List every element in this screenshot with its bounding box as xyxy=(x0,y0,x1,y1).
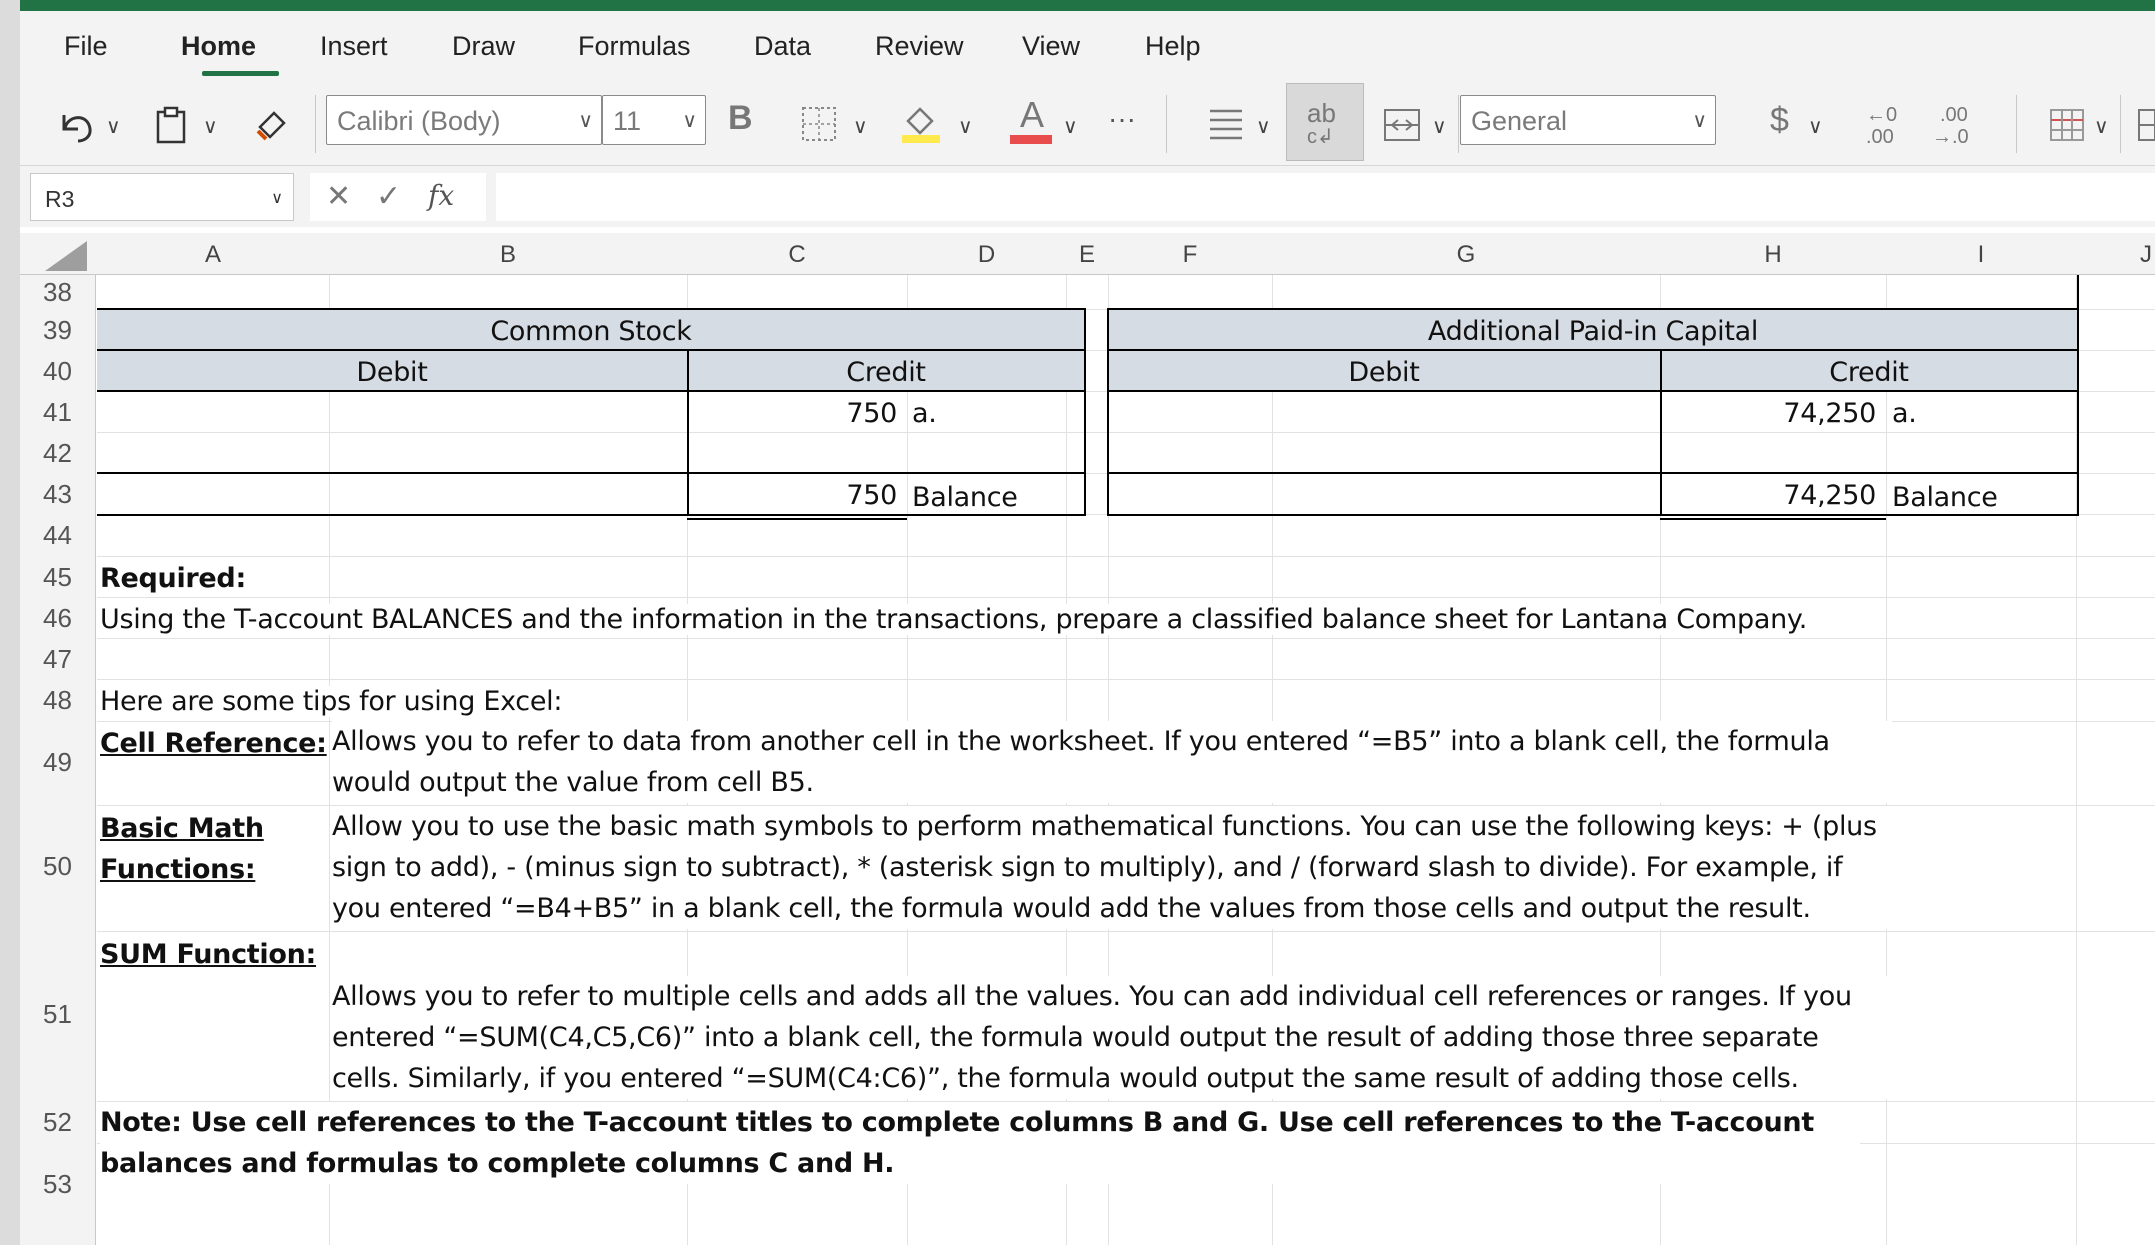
tab-view[interactable]: View xyxy=(1022,31,1081,61)
double-underline xyxy=(1660,518,1886,520)
row-header[interactable]: 47 xyxy=(43,644,72,674)
column-header-h[interactable]: H xyxy=(1764,241,1782,268)
select-all-icon[interactable] xyxy=(45,241,87,271)
tab-insert[interactable]: Insert xyxy=(320,31,388,61)
row-header[interactable]: 49 xyxy=(43,747,72,777)
column-header-b[interactable]: B xyxy=(499,241,516,268)
row-header[interactable]: 44 xyxy=(43,520,72,550)
common-stock-entry-amount[interactable]: 750 xyxy=(846,398,897,429)
common-stock-balance-label[interactable]: Balance xyxy=(912,482,1018,513)
common-stock-balance-amount[interactable]: 750 xyxy=(846,480,897,511)
tip-term-sum-function[interactable]: SUM Function: xyxy=(100,939,317,970)
gridline xyxy=(97,638,2155,639)
row-header[interactable]: 40 xyxy=(43,356,72,386)
number-format-value: General xyxy=(1471,106,1568,136)
ribbon-separator xyxy=(1458,95,1459,153)
tab-draw[interactable]: Draw xyxy=(452,31,516,61)
gridline xyxy=(329,275,330,1245)
row-header[interactable]: 46 xyxy=(43,603,72,633)
apic-entry-label[interactable]: a. xyxy=(1892,398,1917,429)
column-header-d[interactable]: D xyxy=(977,241,996,268)
border-line xyxy=(1107,514,2079,516)
decrease-decimal-bottom[interactable]: →.0 xyxy=(1932,126,1969,148)
required-heading[interactable]: Required: xyxy=(100,563,252,594)
title-accent-bar xyxy=(20,0,2155,11)
apic-balance-amount[interactable]: 74,250 xyxy=(1783,480,1876,511)
instruction-text[interactable]: Using the T-account BALANCES and the information in the transactions, prepare a classified balance sheet for Lantana Company. xyxy=(100,604,1813,635)
font-color-swatch xyxy=(1010,135,1052,144)
cells-icon[interactable] xyxy=(2136,107,2155,143)
tab-review[interactable]: Review xyxy=(875,31,964,61)
formula-actions xyxy=(310,173,486,221)
row-header[interactable]: 45 xyxy=(43,562,72,592)
table-format-dropdown-chevron-icon[interactable]: ∨ xyxy=(2094,116,2109,138)
font-size-value: 11 xyxy=(613,106,642,136)
border-line xyxy=(2077,275,2079,516)
decrease-decimal-top[interactable]: .00 xyxy=(1940,104,1968,126)
undo-icon[interactable] xyxy=(54,105,96,143)
fill-color-icon[interactable] xyxy=(900,101,942,145)
note-text[interactable]: Note: Use cell references to the T-account titles to complete columns B and G. Use cell references to the T-account balances and formulas to complete columns C and H. xyxy=(100,1102,1860,1184)
merge-dropdown-chevron-icon[interactable]: ∨ xyxy=(1432,116,1447,138)
ribbon-separator xyxy=(315,95,316,153)
gridline xyxy=(97,679,2155,680)
font-color-button[interactable]: A xyxy=(1020,94,1045,135)
table-format-icon[interactable] xyxy=(2048,107,2086,143)
border-line xyxy=(97,514,1085,516)
gridline xyxy=(97,556,2155,557)
row-header[interactable]: 42 xyxy=(43,438,72,468)
row-header[interactable]: 51 xyxy=(43,999,72,1029)
enter-icon[interactable]: ✓ xyxy=(376,180,402,213)
currency-dropdown-chevron-icon[interactable]: ∨ xyxy=(1808,116,1823,138)
row-header[interactable]: 39 xyxy=(43,315,72,345)
wrap-arrow-icon: c↲ xyxy=(1307,126,1334,148)
apic-debit-header[interactable]: Debit xyxy=(1348,357,1420,388)
column-header-g[interactable]: G xyxy=(1456,241,1476,268)
name-box[interactable] xyxy=(30,173,294,221)
left-edge xyxy=(0,0,20,1245)
spreadsheet-grid xyxy=(20,233,2155,1245)
column-header-a[interactable]: A xyxy=(204,241,221,268)
align-dropdown-chevron-icon[interactable]: ∨ xyxy=(1256,116,1271,138)
font-color-dropdown-chevron-icon[interactable]: ∨ xyxy=(1063,116,1078,138)
insert-function-icon[interactable]: fx xyxy=(428,179,455,212)
border-line xyxy=(97,472,1085,474)
row-headers xyxy=(20,275,96,1245)
number-format-select[interactable] xyxy=(1460,95,1716,145)
tip-desc-basic-math[interactable]: Allow you to use the basic math symbols to perform mathematical functions. You can use the following keys: + (plus sign to add), - (minus sign to subtract), * (asterisk sign to multiply), and / (forward slash to divide). For example, if you entered “=B4+B5” in a blank cell, the formula would add the values from those cells and output the result. xyxy=(332,806,1892,929)
wrap-text-button[interactable] xyxy=(1286,83,1364,161)
borders-dropdown-chevron-icon[interactable]: ∨ xyxy=(853,116,868,138)
menu-bar xyxy=(20,11,2155,83)
bold-button[interactable]: B xyxy=(728,99,753,137)
formula-bar xyxy=(20,166,2155,227)
ribbon-separator xyxy=(1166,95,1167,153)
double-underline xyxy=(687,518,907,520)
apic-credit-header[interactable]: Credit xyxy=(1829,357,1909,388)
borders-icon[interactable] xyxy=(800,105,838,143)
name-box-value: R3 xyxy=(45,186,75,212)
ribbon-separator xyxy=(2016,95,2017,153)
row-header[interactable]: 50 xyxy=(43,851,72,881)
increase-decimal-top[interactable]: ←0 xyxy=(1866,104,1898,126)
merge-center-icon[interactable] xyxy=(1382,107,1422,143)
paste-dropdown-chevron-icon[interactable]: ∨ xyxy=(203,116,218,138)
tab-file[interactable]: File xyxy=(64,31,108,61)
border-line xyxy=(1107,472,2079,474)
common-stock-entry-label[interactable]: a. xyxy=(912,398,937,429)
row-header[interactable]: 48 xyxy=(43,685,72,715)
chevron-down-icon: ∨ xyxy=(578,110,593,132)
ribbon-toolbar xyxy=(20,83,2155,166)
border-line xyxy=(97,390,1085,392)
format-painter-icon[interactable] xyxy=(252,105,292,145)
ribbon-separator xyxy=(2120,95,2121,153)
tips-intro[interactable]: Here are some tips for using Excel: xyxy=(100,686,568,717)
paste-icon[interactable] xyxy=(154,105,190,145)
apic-title[interactable]: Additional Paid-in Capital xyxy=(1427,316,1759,347)
row-header[interactable]: 43 xyxy=(43,479,72,509)
tip-desc-sum-function[interactable]: Allows you to refer to multiple cells and adds all the values. You can add individual cell references or ranges. If you entered “=SUM(C4,C5,C6)” into a blank cell, the formula would output the result of adding those three separate cells. Similarly, if you entered “=SUM(C4:C6)”, the formula would output the same result of adding those cells. xyxy=(332,976,1892,1099)
tab-help[interactable]: Help xyxy=(1145,31,1201,61)
tip-term-basic-math-line1[interactable]: Basic Math xyxy=(100,813,264,844)
currency-button[interactable]: $ xyxy=(1770,101,1789,139)
tab-data[interactable]: Data xyxy=(754,31,812,61)
font-name-value: Calibri (Body) xyxy=(337,106,501,136)
column-header-c[interactable]: C xyxy=(788,241,806,268)
increase-decimal-bottom[interactable]: .00 xyxy=(1866,126,1894,148)
font-size-select[interactable] xyxy=(602,95,706,145)
cancel-icon[interactable]: ✕ xyxy=(326,180,352,213)
tip-desc-cell-reference[interactable]: Allows you to refer to data from another cell in the worksheet. If you entered “=B5” into a blank cell, the formula would output the value from cell B5. xyxy=(332,721,1892,803)
column-headers xyxy=(20,233,2155,275)
font-name-select[interactable] xyxy=(326,95,602,145)
gridline xyxy=(97,931,2155,932)
row-header[interactable]: 41 xyxy=(43,397,72,427)
align-icon[interactable] xyxy=(1206,107,1246,143)
row-header[interactable]: 53 xyxy=(43,1169,72,1199)
chevron-down-icon: ∨ xyxy=(682,110,697,132)
column-header-f[interactable]: F xyxy=(1182,241,1198,268)
border-line xyxy=(97,308,1085,310)
wrap-text-label: ab xyxy=(1307,98,1336,128)
fill-color-dropdown-chevron-icon[interactable]: ∨ xyxy=(958,116,973,138)
common-stock-title[interactable]: Common Stock xyxy=(490,316,692,347)
row-header[interactable]: 38 xyxy=(43,277,72,307)
column-header-j[interactable]: J xyxy=(2140,241,2152,268)
tab-formulas[interactable]: Formulas xyxy=(578,31,691,61)
common-stock-credit-header[interactable]: Credit xyxy=(846,357,926,388)
column-header-i[interactable]: I xyxy=(1977,241,1985,268)
gridline xyxy=(97,432,2155,433)
undo-dropdown-chevron-icon[interactable]: ∨ xyxy=(106,116,121,138)
tip-term-basic-math-line2[interactable]: Functions: xyxy=(100,854,256,885)
active-tab-indicator xyxy=(202,71,279,76)
tab-home[interactable]: Home xyxy=(181,31,257,61)
apic-entry-amount[interactable]: 74,250 xyxy=(1783,398,1876,429)
gridline xyxy=(97,597,2155,598)
formula-input[interactable] xyxy=(496,173,2155,221)
chevron-down-icon: ∨ xyxy=(271,190,283,207)
border-line xyxy=(1107,349,2079,351)
chevron-down-icon: ∨ xyxy=(1692,110,1707,132)
border-line xyxy=(97,349,1085,351)
tip-term-cell-reference[interactable]: Cell Reference: xyxy=(100,728,327,759)
common-stock-debit-header[interactable]: Debit xyxy=(356,357,428,388)
border-line xyxy=(1107,390,2079,392)
row-header[interactable]: 52 xyxy=(43,1107,72,1137)
apic-balance-label[interactable]: Balance xyxy=(1892,482,1998,513)
border-line xyxy=(1107,308,2079,310)
more-options-icon[interactable]: ··· xyxy=(1108,103,1136,134)
column-header-e[interactable]: E xyxy=(1078,241,1095,268)
